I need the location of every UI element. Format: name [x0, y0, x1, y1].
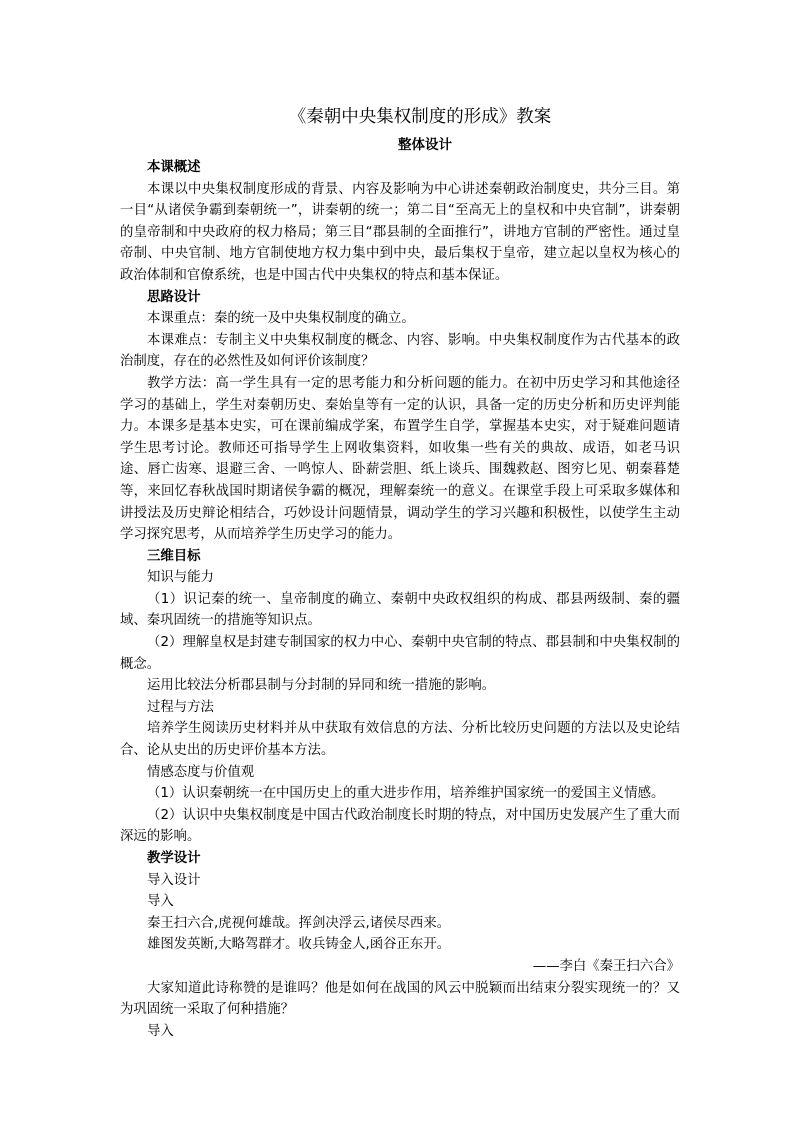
section-heading-teaching-design: 教学设计 [147, 851, 201, 866]
poem-attribution: ——李白《秦王扫六合》 [532, 958, 680, 974]
objective-paragraph-5: （1）认识秦朝统一在中国历史上的重大进步作用，培养维护国家统一的爱国主义情感。 [147, 786, 665, 802]
poem-line-1: 秦王扫六合,虎视何雄哉。挥剑决浮云,诸侯尽西来。 [147, 915, 451, 931]
document-title: 《秦朝中央集权制度的形成》教案 [288, 107, 552, 127]
key-points-paragraph: 本课重点：秦的统一及中央集权制度的确立。 [147, 311, 415, 327]
document-page [120, 103, 680, 1042]
objective-paragraph-2: （2）理解皇权是封建专制国家的权力中心、秦朝中央官制的特点、郡县制和中央集权制的概念。 [120, 635, 680, 672]
subheading-intro: 导入 [147, 894, 174, 910]
objective-paragraph-3: 运用比较法分析郡县制与分封制的异同和统一措施的影响。 [147, 678, 496, 694]
objective-paragraph-6: （2）认识中央集权制度是中国古代政治制度长时期的特点，对中国历史发展产生了重大而深远的影响。 [120, 807, 680, 845]
section-heading-design: 思路设计 [147, 289, 201, 305]
subheading-values: 情感态度与价值观 [147, 764, 255, 780]
document-subtitle: 整体设计 [398, 137, 452, 153]
subheading-intro-2: 导入 [147, 1023, 174, 1039]
teaching-method-paragraph: 教学方法：高一学生具有一定的思考能力和分析问题的能力。在初中历史学习和其他途径学习的基础上，学生对秦朝历史、秦始皇等有一定的认识，具备一定的历史分析和历史评判能力。本课多是基本史实，可在课前编成学案，布置学生自学，掌握基本史实，对于疑难问题请学生思考讨论。教师还可指导学生上网收集资料，如收集一些有关的典故、成语，如老马识途、唇亡齿寒、退避三舍、一鸣惊人、卧薪尝胆、纸上谈兵、围魏救赵、图穷匕见、朝秦暮楚等，来回忆春秋战国时期诸侯争霸的概况，理解秦统一的意义。在课堂手段上可采取多媒体和讲授法及历史辩论相结合，巧妙设计问题情景，调动学生的学习兴趣和积极性，以使学生主动学习探究思考，从而培养学生历史学习的能力。 [120, 375, 680, 543]
difficulties-paragraph: 本课难点：专制主义中央集权制度的概念、内容、影响。中央集权制度作为古代基本的政治制度，存在的必然性及如何评价该制度？ [120, 332, 680, 370]
section-heading-overview: 本课概述 [147, 160, 201, 175]
section-heading-objectives: 三维目标 [147, 548, 201, 564]
poem-line-2: 雄图发英断,大略驾群才。收兵铸金人,函谷正东开。 [147, 937, 451, 953]
objective-paragraph-1: （1）识记秦的统一、皇帝制度的确立、秦朝中央政权组织的构成、郡县两级制、秦的疆域、秦巩固统一的措施等知识点。 [120, 591, 680, 629]
subheading-intro-design: 导入设计 [147, 872, 201, 888]
objective-paragraph-4: 培养学生阅读历史材料并从中获取有效信息的方法、分析比较历史问题的方法以及史论结合、论从史出的历史评价基本方法。 [120, 721, 680, 759]
subheading-process: 过程与方法 [147, 699, 214, 715]
question-paragraph: 大家知道此诗称赞的是谁吗？他是如何在战国的风云中脱颖而出结束分裂实现统一的？又为巩固统一采取了何种措施？ [120, 980, 680, 1018]
overview-paragraph: 本课以中央集权制度形成的背景、内容及影响为中心讲述秦朝政治制度史，共分三目。第一目“从诸侯争霸到秦朝统一”，讲秦朝的统一；第二目“至高无上的皇权和中央官制”，讲秦朝的皇帝制和中央政府的权力格局；第三目“郡县制的全面推行”，讲地方官制的严密性。通过皇帝制、中央官制、地方官制使地方权力集中到中央，最后集权于皇帝，建立起以皇权为核心的政治体制和官僚系统，也是中国古代中央集权的特点和基本保证。 [120, 181, 680, 283]
subheading-knowledge: 知识与能力 [147, 570, 214, 586]
